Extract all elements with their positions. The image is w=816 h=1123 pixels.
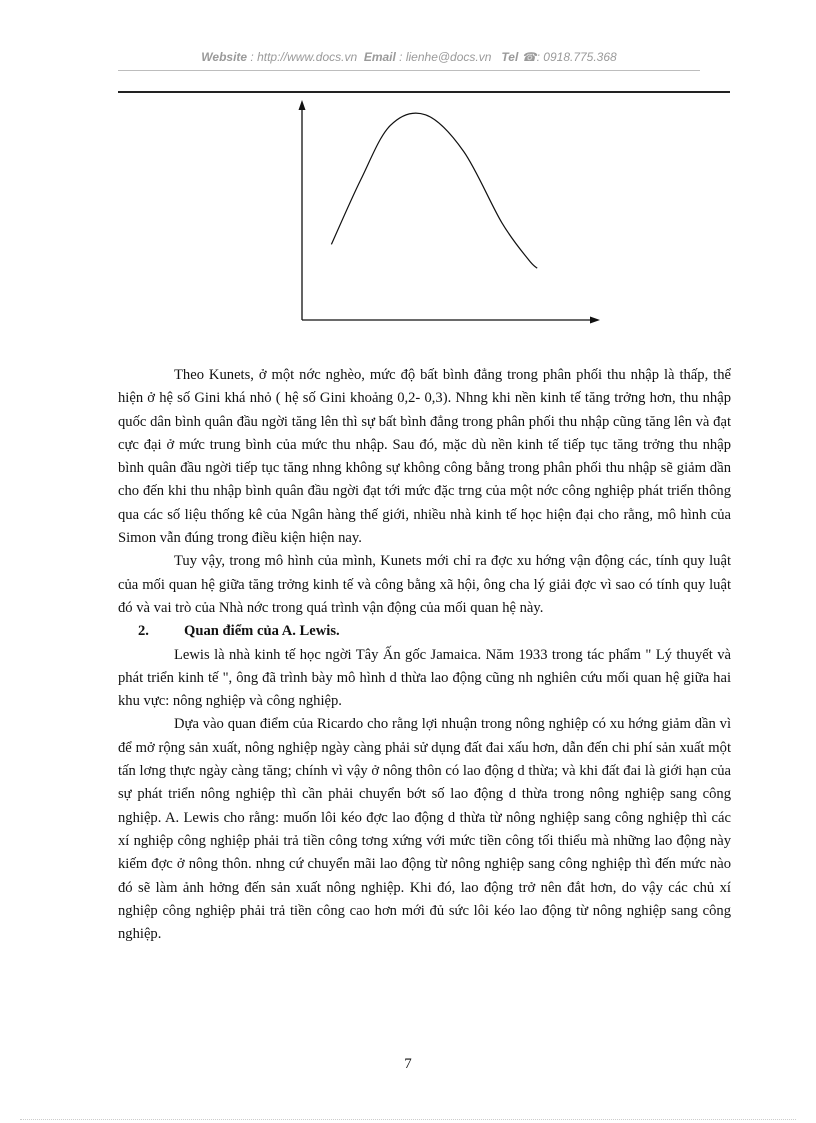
email-label: Email [363,50,396,64]
body-text [118,364,731,946]
email-value: : lienhe@docs.vn [399,50,492,64]
paragraph-lewis-2: Dựa vào quan điểm của Ricardo cho rằng lợi nhuận trong nông nghiệp có xu hớng giảm dần vì để mở rộng sản xuất, nông nghiệp ngày càng phải sử dụng đất đai xấu hơn, dẫn đến chi phí sản xuất một tấn lơng thực ngày càng tăng; chính vì vậy ở nông thôn có lao động d thừa; và khi đất đai là giới hạn của sự phát triển nông nghiệp thì cần phải chuyển bớt số lao động d thừa trong nông nghiệp sang công nghiệp. A. Lewis cho rằng: muốn lôi kéo đợc lao động d thừa từ nông nghiệp sang công nghiệp thì các xí nghiệp công nghiệp phải trả tiền công tơng xứng với mức tiền công tối thiểu mà những lao động này kiếm đợc ở nông thôn. nhng cứ chuyển mãi lao động từ nông nghiệp sang công nghiệp thì đến mức nào đó sẽ làm ảnh hởng đến sản xuất nông nghiệp. Khi đó, lao động trở nên đắt hơn, do vậy các chủ xí nghiệp công nghiệp phải trả tiền công cao hơn mới đủ sức lôi kéo lao động từ nông nghiệp sang công nghiệp. [118,716,731,943]
header-thick-rule [118,91,730,93]
paragraph-kunets-1: Theo Kunets, ở một nớc nghèo, mức độ bất bình đẳng trong phân phối thu nhập là thấp, thể hiện ở hệ số Gini khá nhỏ ( hệ số Gini khoảng 0,2- 0,3). Nhng khi nền kinh tế tăng trởng hơn, thu nhập quốc dân bình quân đầu ngời tăng lên thì sự bất bình đẳng trong phân phối thu nhập cũng tăng lên và đạt cực đại ở mức trung bình của mức thu nhập. Sau đó, mặc dù nền kinh tế tiếp tục tăng trởng thu nhập bình quân đầu ngời tiếp tục tăng nhng không sự không công bằng trong phân phối thu nhập sẽ giảm dần cho đến khi thu nhập bình quân đầu ngời đạt tới mức đặc trng của một nớc công nghiệp phát triển thông qua các số liệu thống kê của Ngân hàng thế giới, nhiều nhà kinh tế học hiện đại cho rằng, mô hình của Simon vẫn đúng trong điều kiện hiện nay. [118,367,731,547]
section-title: Quan điểm của A. Lewis. [184,623,340,640]
website-value: : http://www.docs.vn [250,50,358,64]
y-axis-arrow [299,100,306,110]
website-label: Website [201,50,248,64]
phone-icon: ☎ [521,50,537,64]
page-number: 7 [404,1056,412,1072]
header-rule [118,70,700,71]
tel-label: Tel [501,50,519,64]
tel-value: : 0918.775.368 [536,50,617,64]
kuznets-curve-line [331,113,537,268]
paragraph-lewis-1: Lewis là nhà kinh tế học ngời Tây Ấn gốc Jamaica. Năm 1933 trong tác phẩm " Lý thuyết và phát triển kinh tế ", ông đã trình bày mô hình d thừa lao động cũng nh nghiên cứu mối quan hệ giữa hai khu vực: nông nghiệp và công nghiệp. [118,646,731,710]
page-bottom-border [20,1119,796,1120]
page-header [120,50,698,64]
x-axis-arrow [590,317,600,324]
section-number: 2. [138,623,149,640]
section-heading [118,620,731,643]
paragraph-kunets-2: Tuy vậy, trong mô hình của mình, Kunets mới chỉ ra đợc xu hớng vận động các, tính quy luật của mối quan hệ giữa tăng trởng kinh tế và công bằng xã hội, ông cha lý giải đợc vì sao có tính quy luật đó và vai trò của Nhà nớc trong quá trình vận động của mối quan hệ này. [118,553,731,616]
kuznets-curve-chart [290,98,602,330]
